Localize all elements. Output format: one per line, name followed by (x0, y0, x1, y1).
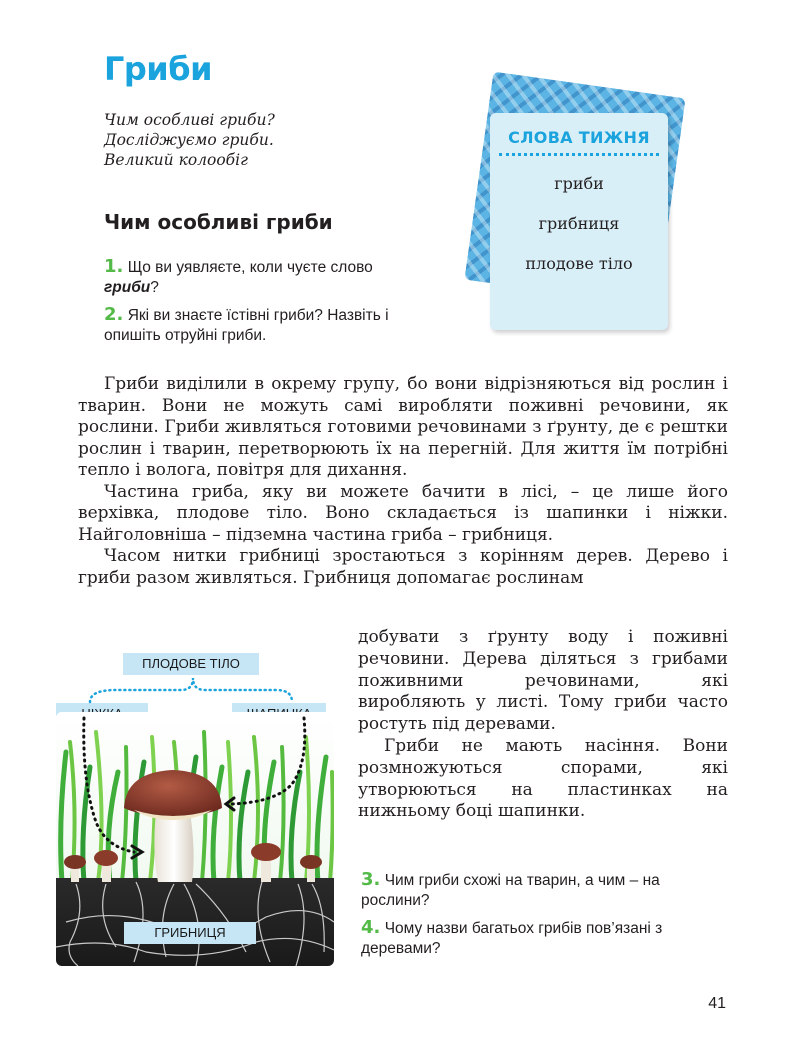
question-text: Чим гриби схожі на тварин, а чим – на рослини? (361, 872, 660, 909)
question-number: 4. (361, 917, 381, 938)
page-number: 41 (708, 995, 726, 1012)
question-text: Які ви знаєте їстівні гриби? Назвіть і опишіть отруйні гриби. (104, 307, 389, 344)
paragraph-continuation: добувати з ґрунту воду і поживні речовини. Дерева діляться з грибами поживними речовинами, які виробляють у листі. Тому гриби часто ростуть під деревами. (358, 627, 728, 735)
label-fruiting-body: ПЛОДОВЕ ТІЛО (123, 653, 259, 675)
topic-line: Чим особливі гриби? (104, 111, 275, 129)
question-2 (104, 305, 404, 346)
page-title: Гриби (104, 50, 212, 88)
question-1 (104, 257, 404, 298)
card-divider (499, 153, 659, 156)
lesson-topics (104, 110, 275, 170)
mushroom-illustration (56, 712, 334, 966)
question-text-end: ? (150, 279, 159, 296)
card-word: гриби (554, 174, 604, 193)
side-text (358, 627, 728, 823)
question-text: Що ви уявляєте, коли чуєте слово (127, 259, 373, 276)
paragraph: Часом нитки грибниці зростаються з корінням дерев. Дерево і гриби разом живляться. Грибниця допомагає рослинам (78, 546, 728, 588)
question-number: 3. (361, 869, 381, 890)
words-of-week-card (490, 113, 668, 330)
label-mycelium: ГРИБНИЦЯ (124, 922, 256, 944)
card-word: грибниця (538, 214, 620, 233)
question-emphasis: гриби (104, 279, 151, 296)
question-3 (361, 870, 727, 911)
topic-line: Великий колообіг (104, 151, 248, 169)
card-title: СЛОВА ТИЖНЯ (508, 128, 650, 147)
main-text (78, 374, 728, 589)
question-4 (361, 918, 727, 959)
card-word: плодове тіло (525, 254, 633, 273)
paragraph: Частина гриба, яку ви можете бачити в лісі, – це лише його верхівка, плодове тіло. Воно складається із шапинки і ніжки. Найголовніша – підземна частина гриба – грибниця. (78, 481, 728, 545)
paragraph: Гриби не мають насіння. Вони розмножуються спорами, які утворюються на пластинках на нижньому боці шапинки. (358, 735, 728, 822)
question-text: Чому назви багатьох грибів пов’язані з деревами? (361, 920, 663, 957)
topic-line: Досліджуємо гриби. (104, 131, 274, 149)
paragraph: Гриби виділили в окрему групу, бо вони відрізняються від рослин і тварин. Вони не можуть самі виробляти поживні речовини, як рослини. Гриби живляться готовими речовинами з ґрунту, де є рештки рослин і тварин, перетворюють їх на перегній. Для життя їм потрібні тепло і волога, повітря для дихання. (78, 374, 728, 480)
question-number: 1. (104, 256, 124, 277)
section-heading: Чим особливі гриби (104, 210, 333, 234)
label-bracket (56, 672, 336, 712)
question-number: 2. (104, 304, 124, 325)
